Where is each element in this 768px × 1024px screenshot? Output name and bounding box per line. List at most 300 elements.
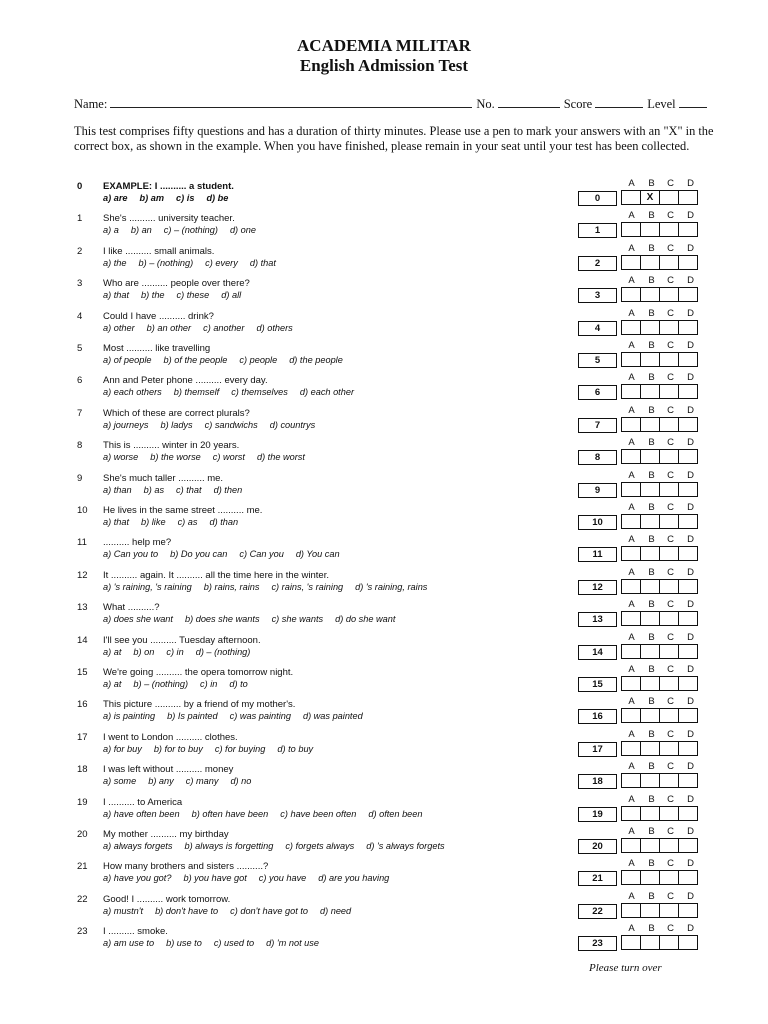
answer-letter: B xyxy=(648,404,655,416)
question-text: I .......... to America xyxy=(103,796,183,808)
number-field[interactable] xyxy=(498,96,560,108)
answer-letter: B xyxy=(648,566,655,578)
option: a) is painting xyxy=(103,711,156,722)
answer-boxes xyxy=(621,676,698,691)
answer-letter: C xyxy=(667,340,674,351)
option: c) Can you xyxy=(239,549,284,560)
answer-box-c[interactable] xyxy=(660,774,679,787)
answer-letter: D xyxy=(687,437,694,449)
question-row xyxy=(0,826,768,859)
answer-box-d[interactable] xyxy=(679,580,697,593)
answer-box-c[interactable] xyxy=(660,677,679,690)
question-text: How many brothers and sisters ..........? xyxy=(103,861,269,873)
answer-box-d[interactable] xyxy=(679,385,697,398)
answer-box-a[interactable] xyxy=(622,645,641,658)
answer-letter: C xyxy=(667,469,674,481)
answer-box-b[interactable] xyxy=(641,677,660,690)
option: c) worst xyxy=(212,452,245,463)
answer-box-a[interactable] xyxy=(622,774,641,787)
answer-box-c[interactable] xyxy=(660,612,679,625)
option: a) other xyxy=(103,322,135,333)
answer-box-b[interactable]: X xyxy=(641,191,660,204)
answer-letter: D xyxy=(687,793,694,805)
answer-box-a[interactable] xyxy=(622,677,641,690)
answer-box-d[interactable] xyxy=(679,321,697,334)
option: c) forgets always xyxy=(285,841,355,851)
question-options xyxy=(103,355,355,365)
answer-letters xyxy=(622,372,700,384)
answer-letter: D xyxy=(687,761,694,773)
answer-letter: C xyxy=(667,210,674,222)
answer-box-c[interactable] xyxy=(660,515,679,528)
answer-box-a[interactable] xyxy=(622,288,641,301)
option: d) are you having xyxy=(318,873,390,884)
answer-box-d[interactable] xyxy=(679,936,697,949)
option: d) to xyxy=(229,679,248,689)
answer-box-d[interactable] xyxy=(679,450,697,463)
option: a) are xyxy=(103,193,128,203)
answer-letter: C xyxy=(667,178,674,189)
question-options xyxy=(103,323,305,333)
answer-box-c[interactable] xyxy=(660,256,679,269)
answer-letters xyxy=(622,826,700,838)
answer-box-b[interactable] xyxy=(641,418,660,431)
answer-box-d[interactable] xyxy=(679,871,697,884)
answer-box-c[interactable] xyxy=(660,321,679,334)
answer-boxes xyxy=(621,935,698,950)
answer-box-a[interactable] xyxy=(622,742,641,755)
answer-box-c[interactable] xyxy=(660,450,679,463)
answer-boxes xyxy=(621,449,698,464)
option: c) in xyxy=(166,646,184,657)
answer-box-b[interactable] xyxy=(641,256,660,269)
question-text: My mother .......... my birthday xyxy=(103,829,229,840)
answer-letter: A xyxy=(628,242,635,254)
question-options xyxy=(103,420,327,430)
answer-box-a[interactable] xyxy=(622,612,641,625)
answer-box-d[interactable] xyxy=(679,774,697,787)
answer-letter: B xyxy=(648,793,655,805)
answer-letters xyxy=(622,696,700,708)
option: a) have you got? xyxy=(103,873,172,884)
question-number: 20 xyxy=(77,829,88,840)
answer-letter: C xyxy=(667,242,674,254)
option: b) am xyxy=(139,193,165,203)
answer-boxes xyxy=(621,384,698,399)
question-number-box: 19 xyxy=(578,807,617,822)
answer-box-a[interactable] xyxy=(622,450,641,463)
answer-box-a[interactable] xyxy=(622,385,641,398)
question-number-box: 6 xyxy=(578,385,617,400)
option: a) mustn't xyxy=(103,905,144,916)
answer-letters xyxy=(622,178,700,190)
answer-letter: B xyxy=(648,631,655,643)
answer-box-d[interactable] xyxy=(679,612,697,625)
answer-box-b[interactable] xyxy=(641,936,660,949)
question-number-box: 22 xyxy=(578,904,617,919)
question-options xyxy=(103,906,363,916)
answer-box-a[interactable] xyxy=(622,223,641,236)
question-number-box: 20 xyxy=(578,839,617,854)
option: c) as xyxy=(177,517,198,527)
answer-boxes xyxy=(621,806,698,821)
question-row xyxy=(0,664,768,697)
question-row xyxy=(0,566,768,600)
answer-box-b[interactable] xyxy=(641,742,660,755)
answer-box-a[interactable] xyxy=(622,904,641,917)
option: b) as xyxy=(143,484,165,495)
example-question xyxy=(0,178,768,211)
answer-letter: D xyxy=(687,664,694,675)
answer-box-a[interactable] xyxy=(622,256,641,269)
answer-letters xyxy=(622,534,700,546)
question-options xyxy=(103,841,457,851)
answer-letters xyxy=(622,794,700,806)
answer-box-d[interactable] xyxy=(679,807,697,820)
answer-box-d[interactable] xyxy=(679,839,697,852)
answer-letter: C xyxy=(667,437,674,449)
answer-boxes xyxy=(621,514,698,529)
answer-box-d[interactable] xyxy=(679,677,697,690)
question-number-box: 5 xyxy=(578,353,617,368)
answer-letter: D xyxy=(687,469,694,481)
option: d) 's raining, rains xyxy=(355,581,428,592)
option: b) – (nothing) xyxy=(133,679,189,689)
option: a) than xyxy=(103,484,132,495)
question-text: I like .......... small animals. xyxy=(103,245,215,257)
answer-boxes xyxy=(621,255,698,270)
answer-box-d[interactable] xyxy=(679,288,697,301)
question-row xyxy=(0,858,768,891)
question-number: 19 xyxy=(77,796,88,808)
answer-box-a[interactable] xyxy=(622,191,641,204)
answer-box-c[interactable] xyxy=(660,645,679,658)
answer-box-b[interactable] xyxy=(641,288,660,301)
answer-boxes xyxy=(621,352,698,367)
answer-box-c[interactable] xyxy=(660,223,679,236)
option: b) an other xyxy=(146,322,192,333)
question-number-box: 2 xyxy=(578,256,617,271)
question-options xyxy=(103,452,317,462)
answer-letter: B xyxy=(648,923,655,935)
answer-letter: B xyxy=(648,826,655,837)
answer-letter: A xyxy=(628,858,635,870)
answer-box-b[interactable] xyxy=(641,774,660,787)
answer-box-d[interactable] xyxy=(679,547,697,560)
question-options xyxy=(103,744,325,754)
answer-box-b[interactable] xyxy=(641,612,660,625)
answer-letters xyxy=(622,405,700,417)
answer-letter: B xyxy=(648,340,655,351)
question-text: I went to London .......... clothes. xyxy=(103,731,238,743)
answer-box-d[interactable] xyxy=(679,483,697,496)
question-number-box: 23 xyxy=(578,936,617,951)
question-row xyxy=(0,696,768,729)
option: d) countrys xyxy=(269,419,316,430)
answer-box-c[interactable] xyxy=(660,385,679,398)
question-number: 3 xyxy=(77,278,83,290)
option: b) like xyxy=(141,517,166,527)
answer-letter: A xyxy=(628,923,635,935)
option: b) does she wants xyxy=(184,614,260,625)
answer-box-d[interactable] xyxy=(679,223,697,236)
answer-letter: B xyxy=(648,890,655,902)
option: c) rains, 's raining xyxy=(271,581,344,592)
answer-box-c[interactable] xyxy=(660,418,679,431)
answer-box-a[interactable] xyxy=(622,321,641,334)
answer-letter: D xyxy=(687,534,694,546)
answer-letter: A xyxy=(628,696,635,708)
answer-box-d[interactable] xyxy=(679,256,697,269)
answer-box-d[interactable] xyxy=(679,742,697,755)
option: b) an xyxy=(130,225,152,236)
answer-box-b[interactable] xyxy=(641,580,660,593)
answer-letter: A xyxy=(628,761,635,773)
question-number: 14 xyxy=(77,634,88,646)
option: c) for buying xyxy=(214,743,266,754)
answer-box-a[interactable] xyxy=(622,839,641,852)
answer-letter: D xyxy=(687,923,694,935)
option: c) is xyxy=(176,193,195,203)
answer-box-d[interactable] xyxy=(679,709,697,722)
option: d) often been xyxy=(368,808,423,819)
question-row xyxy=(0,502,768,535)
answer-letter: C xyxy=(667,793,674,805)
answer-letters xyxy=(622,470,700,482)
answer-box-d[interactable] xyxy=(679,353,697,366)
answer-box-b[interactable] xyxy=(641,483,660,496)
answer-box-c[interactable] xyxy=(660,483,679,496)
answer-box-c[interactable] xyxy=(660,353,679,366)
number-label: No. xyxy=(476,97,495,111)
answer-letters xyxy=(622,729,700,741)
question-number: 23 xyxy=(77,926,88,938)
answer-letter: B xyxy=(648,275,655,287)
answer-letter: C xyxy=(667,307,674,319)
answer-letters xyxy=(622,858,700,870)
answer-box-b[interactable] xyxy=(641,871,660,884)
answer-box-b[interactable] xyxy=(641,321,660,334)
answer-boxes xyxy=(621,222,698,237)
answer-letter: D xyxy=(687,631,694,643)
option: c) used to xyxy=(213,938,255,949)
answer-letter: B xyxy=(648,728,655,740)
option: d) the worst xyxy=(256,452,305,463)
option: b) – (nothing) xyxy=(138,257,194,268)
answer-box-a[interactable] xyxy=(622,483,641,496)
answer-boxes xyxy=(621,417,698,432)
answer-boxes xyxy=(621,611,698,626)
question-number: 8 xyxy=(77,440,83,452)
answer-boxes xyxy=(621,903,698,918)
question-text: I was left without .......... money xyxy=(103,764,234,776)
answer-boxes xyxy=(621,741,698,756)
question-options xyxy=(103,614,407,624)
question-text: I'll see you .......... Tuesday afternoon. xyxy=(103,634,261,646)
answer-box-b[interactable] xyxy=(641,904,660,917)
answer-box-b[interactable] xyxy=(641,353,660,366)
answer-box-d[interactable] xyxy=(679,645,697,658)
question-number-box: 7 xyxy=(578,418,617,433)
question-number-box: 18 xyxy=(578,774,617,789)
answer-letters xyxy=(622,664,700,676)
answer-box-c[interactable] xyxy=(660,807,679,820)
option: d) no xyxy=(230,776,252,787)
answer-box-a[interactable] xyxy=(622,580,641,593)
score-field[interactable] xyxy=(595,96,643,108)
option: d) that xyxy=(249,257,276,268)
option: a) a xyxy=(103,225,119,236)
answer-box-c[interactable] xyxy=(660,191,679,204)
question-options xyxy=(103,517,250,527)
option: b) always is forgetting xyxy=(184,841,274,851)
answer-box-c[interactable] xyxy=(660,288,679,301)
answer-boxes xyxy=(621,644,698,659)
option: c) have been often xyxy=(280,808,357,819)
answer-box-b[interactable] xyxy=(641,839,660,852)
answer-letter: D xyxy=(687,826,694,837)
answer-box-c[interactable] xyxy=(660,904,679,917)
option: a) am use to xyxy=(103,938,155,949)
answer-letter: C xyxy=(667,534,674,546)
answer-box-c[interactable] xyxy=(660,839,679,852)
question-number-box: 14 xyxy=(578,645,617,660)
option: b) don't have to xyxy=(155,905,219,916)
answer-letters xyxy=(622,340,700,352)
question-number-box: 16 xyxy=(578,709,617,724)
answer-letter: C xyxy=(667,696,674,708)
question-number-box: 13 xyxy=(578,612,617,627)
answer-letter: A xyxy=(628,307,635,319)
question-number: 21 xyxy=(77,861,88,873)
turn-over-note: Please turn over xyxy=(589,962,662,974)
question-text: .......... help me? xyxy=(103,537,172,549)
option: b) the xyxy=(141,290,165,301)
answer-box-c[interactable] xyxy=(660,936,679,949)
option: c) many xyxy=(185,776,219,787)
answer-boxes xyxy=(621,838,698,853)
answer-box-a[interactable] xyxy=(622,871,641,884)
answer-letter: D xyxy=(687,340,694,351)
answer-box-c[interactable] xyxy=(660,547,679,560)
option: d) – (nothing) xyxy=(195,646,251,657)
answer-letter: D xyxy=(687,566,694,578)
question-text: Who are .......... people over there? xyxy=(103,278,250,290)
question-number: 13 xyxy=(77,602,88,614)
level-field[interactable] xyxy=(679,96,707,108)
option: c) that xyxy=(176,484,202,495)
answer-box-a[interactable] xyxy=(622,418,641,431)
answer-box-d[interactable] xyxy=(679,418,697,431)
answer-box-b[interactable] xyxy=(641,709,660,722)
answer-letter: B xyxy=(648,242,655,254)
question-number: 17 xyxy=(77,731,88,743)
candidate-info-row xyxy=(74,96,714,112)
level-label: Level xyxy=(647,97,676,111)
answer-box-a[interactable] xyxy=(622,547,641,560)
answer-letter: A xyxy=(628,534,635,546)
answer-box-d[interactable] xyxy=(679,515,697,528)
answer-letter: C xyxy=(667,664,674,675)
answer-box-a[interactable] xyxy=(622,515,641,528)
question-text: Which of these are correct plurals? xyxy=(103,407,250,419)
answer-box-b[interactable] xyxy=(641,807,660,820)
name-field[interactable] xyxy=(110,96,472,108)
question-number-box: 8 xyxy=(578,450,617,465)
answer-box-a[interactable] xyxy=(622,353,641,366)
answer-letters xyxy=(622,923,700,935)
option: a) at xyxy=(103,646,122,657)
answer-letter: D xyxy=(687,242,694,254)
answer-box-c[interactable] xyxy=(660,871,679,884)
answer-letter: B xyxy=(648,307,655,319)
answer-box-a[interactable] xyxy=(622,709,641,722)
question-row xyxy=(0,210,768,243)
answer-box-b[interactable] xyxy=(641,385,660,398)
answer-box-a[interactable] xyxy=(622,807,641,820)
question-text: What ..........? xyxy=(103,602,160,614)
answer-letters xyxy=(622,891,700,903)
question-text: Ann and Peter phone .......... every day. xyxy=(103,375,268,387)
answer-letters xyxy=(622,632,700,644)
answer-box-b[interactable] xyxy=(641,547,660,560)
answer-letter: D xyxy=(687,275,694,287)
option: a) 's raining, 's raining xyxy=(103,581,192,592)
answer-box-b[interactable] xyxy=(641,223,660,236)
option: b) use to xyxy=(166,938,202,949)
question-row xyxy=(0,340,768,373)
question-text: She's .......... university teacher. xyxy=(103,213,235,225)
answer-box-b[interactable] xyxy=(641,450,660,463)
answer-box-d[interactable] xyxy=(679,191,697,204)
question-number: 10 xyxy=(77,505,88,516)
option: c) in xyxy=(200,679,218,689)
answer-box-a[interactable] xyxy=(622,936,641,949)
question-number: 4 xyxy=(77,310,83,322)
answer-letter: A xyxy=(628,178,635,189)
question-options xyxy=(103,582,439,592)
option: d) then xyxy=(213,484,243,495)
question-text: This picture .......... by a friend of my mother's. xyxy=(103,699,296,711)
answer-box-b[interactable] xyxy=(641,645,660,658)
question-options xyxy=(103,290,253,300)
answer-letter: C xyxy=(667,372,674,384)
answer-box-b[interactable] xyxy=(641,515,660,528)
question-number-box: 21 xyxy=(578,871,617,886)
answer-letter: C xyxy=(667,404,674,416)
question-row xyxy=(0,242,768,276)
question-row xyxy=(0,728,768,762)
question-options xyxy=(103,485,254,495)
option: a) journeys xyxy=(103,419,149,430)
option: a) for buy xyxy=(103,743,142,754)
question-options xyxy=(103,776,263,786)
answer-letters xyxy=(622,437,700,449)
question-options xyxy=(103,387,366,397)
option: c) themselves xyxy=(231,387,288,398)
answer-letter: B xyxy=(648,502,655,513)
question-number-box: 15 xyxy=(578,677,617,692)
answer-letter: D xyxy=(687,372,694,384)
answer-box-d[interactable] xyxy=(679,904,697,917)
answer-box-c[interactable] xyxy=(660,742,679,755)
question-number-box: 3 xyxy=(578,288,617,303)
question-row xyxy=(0,890,768,924)
option: a) of people xyxy=(103,355,152,365)
answer-box-c[interactable] xyxy=(660,709,679,722)
question-number: 11 xyxy=(77,537,87,549)
answer-box-c[interactable] xyxy=(660,580,679,593)
